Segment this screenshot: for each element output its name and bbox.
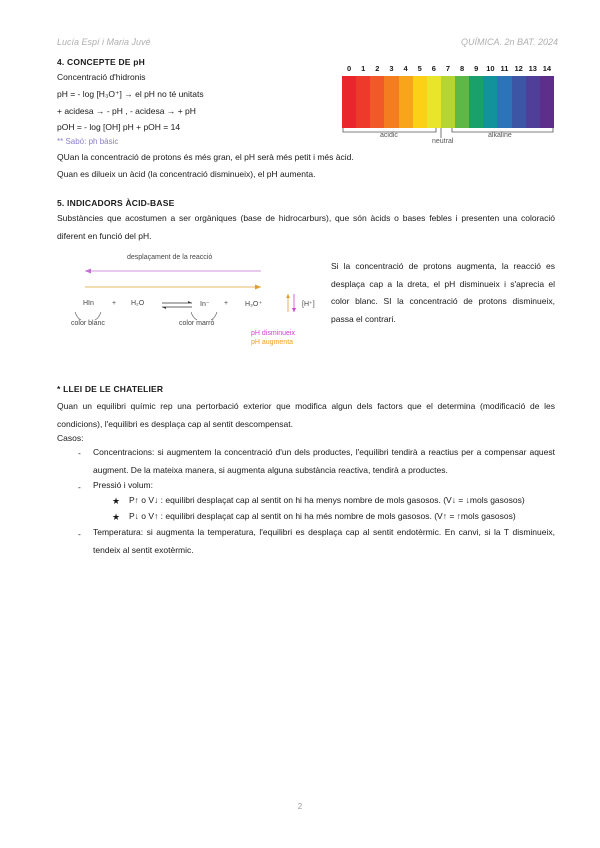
ph-color-band: [497, 76, 512, 128]
section5-title: 5. INDICADORS ÀCID-BASE: [57, 198, 175, 208]
pressure-increase: P↑ o V↓ : equilibri desplaçat cap al sentit on hi ha menys nombre de mols gasosos. (V↓ = ↓mols gasosos): [129, 495, 525, 505]
ph-number: 11: [500, 64, 509, 73]
formula-ph: pH = - log [H₃O⁺] → el pH no té unitats: [57, 89, 204, 99]
ph-color-band: [469, 76, 484, 128]
h-concentration: [H⁺]: [302, 301, 315, 308]
dash-bullet: -: [78, 529, 81, 539]
ph-decreases-label: pH disminueix: [251, 330, 295, 337]
diagram-top-label: desplaçament de la reacció: [127, 254, 213, 261]
case-pressure-label: Pressió i volum:: [93, 480, 153, 490]
chatelier-title: * LLEI DE LE CHATELIER: [57, 384, 164, 394]
section4-subtitle: Concentració d'hidronis: [57, 72, 146, 82]
section5-explanation: Si la concentració de protons augmenta, la reacció es desplaça cap a la dreta, el pH disminueix i s'aprecia el color blanc. SI la concentració de protons disminueix, passa el contrari.: [331, 261, 555, 324]
temp-label: Temperatura:: [93, 527, 144, 537]
ph-color-band: [384, 76, 399, 128]
ph-color-band: [342, 76, 357, 128]
ph-color-band: [370, 76, 385, 128]
ph-number: 9: [474, 64, 479, 73]
ph-number: 12: [514, 64, 523, 73]
ph-number: 2: [375, 64, 380, 73]
ph-number: 1: [361, 64, 366, 73]
ph-scale: [342, 64, 554, 148]
color-brown-label: color marró: [179, 320, 215, 327]
page-number: 2: [297, 802, 303, 811]
chatelier-intro: Quan un equilibri químic rep una pertorbació exterior que modifica algun dels factors que el determina (modificació de les condicions), l'equilibri es desplaça cap al sentit descompensat.: [57, 401, 555, 429]
ph-increases-label: pH augmenta: [251, 339, 294, 346]
label-acidic: acidic: [380, 132, 398, 139]
dash-bullet: -: [78, 482, 81, 492]
ph-color-band: [399, 76, 414, 128]
ph-color-band: [483, 76, 498, 128]
ph-color-band: [512, 76, 527, 128]
color-white-label: color blanc: [71, 320, 105, 327]
star-bullet-icon: ★: [112, 512, 121, 522]
ph-number: 3: [389, 64, 394, 73]
cases-label: Casos:: [57, 433, 84, 443]
ph-number: 6: [431, 64, 436, 73]
ph-number: 4: [403, 64, 408, 73]
ph-number: 14: [542, 64, 552, 73]
pressure-decrease: P↓ o V↑ : equilibri desplaçat cap al sentit on hi ha més nombre de mols gasosos. (V↑ = ↑mols gasosos): [129, 511, 516, 521]
indicator-diagram: [57, 252, 327, 352]
case-concentration: [93, 444, 555, 479]
plus-sign-1: +: [112, 300, 117, 307]
conc-text: si augmentem la concentració d'un dels productes, l'equilibri tendirà a reactius per a compensar aquest augment. De la mateixa manera, si augmenta alguna substància reactiva, tendirà a productes.: [93, 447, 555, 475]
ph-number: 5: [417, 64, 422, 73]
species-hin: HIn: [83, 300, 94, 307]
ph-color-band: [427, 76, 442, 128]
ph-number: 7: [445, 64, 451, 73]
ph-color-band: [441, 76, 456, 128]
ph-number: 10: [486, 64, 495, 73]
species-h2o: H₂O: [131, 300, 145, 307]
species-h3o: H₃O⁺: [245, 301, 263, 308]
section4-line1: QUan la concentració de protons és més gran, el pH serà més petit i més àcid.: [57, 152, 354, 162]
label-neutral: neutral: [432, 138, 454, 145]
formula-poh: pOH = - log [OH] pH + pOH = 14: [57, 122, 181, 132]
case-temperature: [93, 524, 555, 559]
ph-number: 0: [346, 64, 352, 73]
section4-line2: Quan es dilueix un àcid (la concentració disminueix), el pH aumenta.: [57, 169, 316, 179]
star-bullet-icon: ★: [112, 496, 121, 506]
header-course: QUÍMICA. 2n BAT. 2024: [460, 37, 558, 47]
species-in-minus: In⁻: [200, 301, 210, 308]
temp-text: si augmenta la temperatura, l'equilibri es desplaça cap al sentit endotèrmic. En canvi, si la T disminueix, tendeix al sentit exotèrmic.: [93, 527, 555, 555]
ph-color-band: [356, 76, 371, 128]
ph-color-band: [413, 76, 428, 128]
plus-sign-2: +: [224, 300, 229, 307]
label-alkaline: alkaline: [488, 132, 512, 139]
ph-number: 13: [528, 64, 537, 73]
ph-color-band: [526, 76, 541, 128]
conc-label: Concentracions:: [93, 447, 155, 457]
section4-title: 4. CONCEPTE DE pH: [57, 57, 145, 67]
ph-color-band: [455, 76, 470, 128]
equilibrium-arrows: [160, 300, 194, 310]
acidity-rule: + acidesa → - pH , - acidesa → + pH: [57, 106, 196, 116]
ph-color-band: [540, 76, 555, 128]
section5-intro: Substàncies que acostumen a ser orgàniques (base de hidrocarburs), que són àcids o bases febles i presenten una coloració diferent en funció del pH.: [57, 213, 555, 241]
header-authors: Lucía Espí i Maria Juvé: [57, 37, 151, 47]
dash-bullet: -: [78, 448, 81, 458]
soap-note: ** Sabó: ph bàsic: [57, 137, 119, 146]
conc-arrows: [284, 292, 300, 316]
ph-number: 8: [460, 64, 465, 73]
